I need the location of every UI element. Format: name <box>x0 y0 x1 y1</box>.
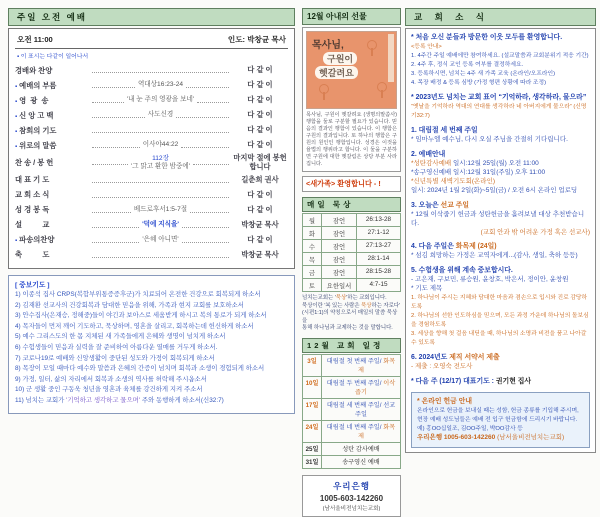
text-segment: 5. 수험생을 위해 계속 중보합시다. <box>411 267 513 275</box>
worship-row <box>15 189 288 202</box>
worship-header: 주일 오전 예배 <box>8 8 295 26</box>
worship-note: ▪ 이 표시는 다같이 일어나서 <box>17 54 89 60</box>
text-segment: 화목제 (24일) <box>455 243 497 251</box>
prayer-item <box>15 344 288 352</box>
news-line <box>411 52 590 61</box>
gift-column <box>302 8 401 517</box>
schedule-event <box>322 456 400 468</box>
schedule-table <box>302 354 401 469</box>
meditation-verse: 27:13-27 <box>365 241 392 249</box>
worship-item-reference: 사도신경 <box>147 111 174 119</box>
news-line <box>411 252 590 261</box>
worship-item-respondent: 다 같 이 <box>247 140 273 150</box>
meditation-row <box>303 253 400 266</box>
news-line <box>411 79 590 88</box>
meditation-book: 잠언 <box>322 214 357 226</box>
schedule-day: 31일 <box>303 456 322 468</box>
text-segment: 대림절 네 번째 주일/ <box>326 424 384 432</box>
meditation-day: 목 <box>303 253 322 265</box>
key-doodle-icon <box>319 84 329 94</box>
worship-item-respondent: 다 같 이 <box>247 95 273 105</box>
text-segment: 제직 서약서 제출 <box>449 354 500 362</box>
meditation-day: 화 <box>303 227 322 239</box>
text-segment: 3. 세상을 향해 첫 걸음 내딛을 때, 하나님의 소명과 비전을 품고 나아갈 수 있도록 <box>411 331 587 347</box>
worship-item-name: 경배와 찬양 <box>15 65 53 75</box>
schedule-row <box>303 377 400 399</box>
dotted-leader <box>92 223 139 228</box>
schedule-row <box>303 355 400 377</box>
news-block <box>411 150 590 196</box>
worship-item-name: ▪ 위로의 말씀 <box>15 140 57 150</box>
schedule-day: 3일 <box>303 355 322 376</box>
text-segment: 선교 주일 <box>440 201 470 209</box>
schedule-event <box>322 443 400 455</box>
meditation-note-line <box>302 310 401 325</box>
text-segment: 일시: 2024년 1월 2일(화)~5일(금) / 오전 6시 온라인 업로딩 <box>411 186 578 194</box>
meditation-book: 잠언 <box>322 240 357 252</box>
text-segment: 8) 목장이 모일 때마다 예수와 말씀과 은혜의 간증이 넘치며 회복과 소생이 경험되게 하소서 <box>15 365 265 373</box>
worship-item-name: 축 도 <box>15 250 50 259</box>
text-segment: 대림절 첫 번째 주일/ <box>326 358 384 366</box>
schedule-event <box>322 355 400 376</box>
news-block <box>411 353 590 372</box>
news-line <box>411 70 590 79</box>
text-segment: 대림절 세 번째 주일/ 선교 주일 <box>326 402 396 419</box>
worship-item-reference: 112장 '그 맑고 환한 밤중에' <box>131 154 190 170</box>
right-page <box>302 8 596 517</box>
text-segment: * 섬김 희망하는 가정은 교역자에게...(감사, 생일, 축하 등등) <box>411 252 578 260</box>
news-line <box>411 93 590 103</box>
news-line <box>411 201 590 211</box>
news-line <box>411 294 590 312</box>
meditation-book: 잠언 <box>322 266 357 278</box>
text-segment: 묵상이란 '복 있는 사람은 <box>302 302 362 309</box>
schedule-day: 10일 <box>303 377 322 398</box>
intercession-title: [ 중보기도 ] <box>15 281 50 289</box>
news-line <box>411 312 590 330</box>
text-segment: * 처음 오신 분들과 방문한 이웃 모두를 환영합니다. <box>411 34 563 41</box>
left-page <box>8 8 295 414</box>
text-segment: '기억하고 생각하고 물으며' <box>66 397 141 405</box>
worship-item-name: ▪ 참회의 기도 <box>15 125 57 135</box>
online-offering-box <box>411 392 590 448</box>
worship-row <box>15 139 288 152</box>
news-line <box>411 377 590 387</box>
intercession-box <box>8 275 295 414</box>
news-block <box>411 266 590 348</box>
worship-row <box>15 154 288 172</box>
worship-item-respondent: 다 같 이 <box>247 125 273 135</box>
prayer-item <box>15 312 288 320</box>
worship-item-reference: '내 눈 주의 영광을 보네' <box>126 96 195 104</box>
worship-time: 오전 11:00 <box>17 35 53 44</box>
dotted-leader <box>92 128 229 133</box>
book-cover-band <box>388 34 394 82</box>
worship-item-respondent: 다 같 이 <box>247 110 273 120</box>
new-family-banner: <새가족> 환영합니다 - ! <box>302 176 401 192</box>
worship-item-name: ▪ 신 앙 고 백 <box>15 110 54 120</box>
worship-row <box>15 79 288 92</box>
worship-order-box <box>8 28 295 269</box>
text-segment: 성탄 감사예배 <box>342 446 380 454</box>
text-segment: (교회 안과 밖 어려운 가정 혹은 선교사) <box>480 228 590 236</box>
prayer-item <box>15 397 288 405</box>
online-offering-line <box>417 434 584 443</box>
text-segment: (시편1:1)의 약칭으로서 매일의 말씀 묵상을 <box>302 310 398 324</box>
news-line <box>411 169 590 178</box>
news-line <box>411 229 590 238</box>
text-segment: * 기도 제목 <box>411 285 443 293</box>
meditation-verse: 4:7-15 <box>369 280 388 288</box>
bank-box <box>302 475 401 517</box>
meditation-verse: 27:1-12 <box>367 228 390 236</box>
dotted-leader <box>92 113 145 118</box>
schedule-row <box>303 399 400 421</box>
worship-item-reference: 이사야44:22 <box>142 141 179 149</box>
text-segment: 넘치는교회는 ' <box>302 295 336 302</box>
worship-item-respondent: 다 같 이 <box>247 65 273 75</box>
news-line <box>411 126 590 136</box>
text-segment: 우리은행 1005-603-142260 <box>417 434 498 442</box>
schedule-event <box>322 399 400 420</box>
news-line <box>411 330 590 348</box>
worship-top-row <box>15 32 288 49</box>
dotted-leader <box>193 160 229 165</box>
news-block <box>411 242 590 261</box>
key-doodle-icon <box>377 82 387 92</box>
meditation-note <box>302 295 401 333</box>
prayer-item <box>15 365 288 373</box>
news-line <box>411 363 590 372</box>
star-icon: ▪ <box>15 128 18 135</box>
book-title-line3: 헷갈려요 <box>315 66 358 79</box>
worship-item-respondent: 박창균 목사 <box>241 249 279 259</box>
text-segment: 1. 4주간 주일 예배에만 참여하세요. (설교말씀과 교회분위기 적응 기간) <box>411 52 589 59</box>
worship-row <box>15 94 288 107</box>
text-segment: *송구영신예배 <box>411 168 452 176</box>
online-offering-line <box>417 397 584 407</box>
text-segment: 2. 예배안내 <box>411 150 446 158</box>
dotted-leader <box>176 113 229 118</box>
text-segment: - 고은재, 구보민, 류승원, 윤창호, 박은서, 정이안, 윤창원 <box>411 276 569 284</box>
schedule-header: 12월 교회 일정 <box>302 338 401 353</box>
meditation-row <box>303 266 400 279</box>
worship-item-name: ▪ 영 광 송 <box>15 95 49 105</box>
worship-item-reference: '덕에 지식을' <box>142 220 179 228</box>
text-segment: 6) 수험생들이 믿음과 실력을 잘 준비하여 아름다운 열매를 거두게 하소서. <box>15 344 218 352</box>
news-line <box>411 103 590 121</box>
worship-item-respondent: 박창균 목사 <box>241 219 279 229</box>
worship-item-reference: '은혜 아니면' <box>142 235 179 243</box>
book-title-line2: 구원이 <box>323 52 357 65</box>
text-segment: * 다음 주 (12/17) 대표기도 : <box>411 378 496 386</box>
news-block <box>411 93 590 121</box>
bank-account-number: 1005-603-142260 <box>319 493 384 503</box>
news-block <box>411 201 590 238</box>
worship-item-respondent: 다 같 이 <box>247 234 273 244</box>
text-segment: 4) 목자들이 먼저 깨어 기도하고, 묵상하며, 영혼을 살리고, 회복하는데 헌신하게 하소서 <box>15 322 254 330</box>
worship-item-respondent: 다 같 이 <box>247 80 273 90</box>
worship-row <box>15 219 288 232</box>
worship-row <box>15 204 288 217</box>
schedule-row <box>303 456 400 469</box>
meditation-verse: 28:15-28 <box>365 267 392 275</box>
text-segment: 3) 안수집사(은재승, 정해중)들이 야긴과 보아스로 세움받게 하시고 복의 통로가 되게 하소서 <box>15 312 267 320</box>
news-line <box>411 276 590 285</box>
text-segment: “옛날을 기억하라 역대의 연대를 생각하라 네 아버지에게 물으라” (신명기32:7) <box>411 103 587 119</box>
text-segment: 11) 넘치는 교회가 <box>15 397 67 405</box>
dotted-leader <box>190 208 229 213</box>
worship-item-respondent: 다 같 이 <box>247 189 273 199</box>
meditation-row <box>303 240 400 253</box>
text-segment: 권기현 집사 <box>495 378 532 386</box>
online-offering-line <box>417 425 584 434</box>
prayer-item <box>15 333 288 341</box>
worship-row <box>15 109 288 122</box>
worship-item-name: 대 표 기 도 <box>15 175 50 184</box>
news-line <box>411 61 590 70</box>
gift-header: 12월 아내의 선물 <box>302 8 401 25</box>
news-line <box>411 33 590 43</box>
key-doodle-icon <box>367 40 377 50</box>
meditation-verse: 28:1-14 <box>367 254 390 262</box>
dotted-leader <box>197 98 229 103</box>
worship-item-name: 찬 송 / 봉 헌 <box>15 157 54 167</box>
dotted-leader <box>92 143 140 148</box>
dotted-leader <box>92 160 128 165</box>
dotted-leader <box>182 223 229 228</box>
text-segment: 송구영신 예배 <box>342 459 380 467</box>
hymn-number: 112장 <box>152 154 169 162</box>
dotted-leader <box>181 143 229 148</box>
church-news-blocks <box>411 33 590 387</box>
church-news-header: 교 회 소 식 <box>405 8 596 26</box>
text-segment: 5) 예수 그리스도의 한 몸 지체된 새 가족들에게 은혜와 생명이 넘치게 하소서 <box>15 333 226 341</box>
book-title-line1: 목사님, <box>312 40 344 51</box>
text-segment: 묵상 <box>361 302 372 309</box>
daily-meditation-table <box>302 213 401 292</box>
news-column <box>405 8 596 517</box>
dotted-leader <box>92 253 229 258</box>
text-segment: 3. 등록하시면, 넘치는 4주 새 가족 교육 (온라인/오프라인) <box>411 70 556 77</box>
news-line <box>411 150 590 160</box>
bank-name: 우리은행 <box>333 480 370 491</box>
schedule-event <box>322 421 400 442</box>
text-segment: 10) 군 생활 중인 구동욱 청년을 영혼과 육체를 강건하게 지켜 주소서 <box>15 386 203 394</box>
meditation-row <box>303 227 400 240</box>
text-segment: 일시:12월 25일(월) 오전 11:00 <box>451 159 539 167</box>
text-segment: 4. 다음 주일은 <box>411 243 456 251</box>
worship-row <box>15 234 288 247</box>
text-segment: 2) 김재환 선교사의 건강회복과 담대한 믿음을 위해, 가족과 현지 교회를 보호하소서 <box>15 301 244 309</box>
worship-row <box>15 124 288 137</box>
text-segment: 4. 목장 배정 & 등록 심방 (가정 형편 상황에 따라 조정) <box>411 79 547 86</box>
worship-item-name: ▪ 예배의 부름 <box>15 80 57 90</box>
schedule-day: 24일 <box>303 421 322 442</box>
worship-item-reference: 역대상16:23-24 <box>137 81 184 89</box>
prayer-item <box>15 323 288 331</box>
news-block <box>411 126 590 145</box>
star-icon: ▪ <box>15 83 18 90</box>
meditation-note-line <box>302 325 401 333</box>
text-segment: “기억하라, 생각하라, 물으라” <box>498 93 587 101</box>
meditation-note-line <box>302 295 401 303</box>
online-offering-line <box>417 407 584 416</box>
text-segment: 온라인으로 헌금을 보내실 때는 성함, 헌금 종류를 기입해 주시며, <box>417 408 579 415</box>
text-segment: - 제출 : 오영숙 전도사 <box>411 363 473 371</box>
intercession-items <box>15 291 288 405</box>
text-segment: 주와 동행하게 하소서(신32:7) <box>140 397 224 405</box>
text-segment: '하는 교회입니다. <box>346 295 387 302</box>
dotted-leader <box>186 83 229 88</box>
meditation-row <box>303 214 400 227</box>
dotted-leader <box>92 238 139 243</box>
book-description: 목사님, 구원이 헷갈려요 (생명의말씀사) 행함을 둘로 구분할 필요가 있습니다. 믿음의 결과인 행함이 있습니다. 이 행함은 구원의 결과입니다. 또 하나의 행함은 구원의 원인인 행함입니다. 성경은 이것을 율법의 행위라고 합니다. 이 둘을 구분하면 구원에 대한 헷갈림은 상당 부분 사라집니다. <box>306 112 397 168</box>
dotted-leader <box>92 208 131 213</box>
meditation-day: 금 <box>303 266 322 278</box>
star-icon: ▪ <box>15 113 18 120</box>
text-segment: 1) 이종석 집사 CRPS(복합부위통증증후군)가 치료되어 온전한 건강으로 회복되게 하소서 <box>15 291 261 299</box>
gift-box <box>302 27 401 172</box>
worship-leader: 인도: 박창균 목사 <box>227 35 286 44</box>
meditation-book: 잠언 <box>322 227 357 239</box>
text-segment: 화목제 <box>358 358 396 375</box>
star-icon: ▪ <box>15 238 18 244</box>
text-segment: 2. 하나님의 선한 인도하심을 믿으며, 모든 과정 가운데 하나님의 돌보심을 경험하도록 <box>411 313 589 329</box>
worship-row <box>15 249 288 262</box>
news-line <box>411 160 590 169</box>
worship-item-reference: 베드로후서1:5-7절 <box>133 205 188 213</box>
meditation-day: 월 <box>303 214 322 226</box>
news-block <box>411 33 590 88</box>
dotted-leader <box>92 68 229 73</box>
schedule-row <box>303 443 400 456</box>
schedule-day: 17일 <box>303 399 322 420</box>
news-line <box>411 242 590 252</box>
prayer-item <box>15 355 288 363</box>
news-line <box>411 178 590 187</box>
text-segment: * 2023년도 넘치는 교회 표어 <box>411 93 499 101</box>
news-line <box>411 43 590 52</box>
meditation-row <box>303 279 400 292</box>
worship-item-respondent: 길춘희 권사 <box>241 174 279 184</box>
dotted-leader <box>92 178 229 183</box>
meditation-book: 요한일서 <box>322 279 357 291</box>
text-segment: *신년특별 새벽기도회(온라인) <box>411 177 496 185</box>
text-segment: *성탄감사예배 <box>411 159 452 167</box>
text-segment: * 12월 이삭줍기 헌금과 성탄헌금을 흘려보낼 대상 추천받습니다. <box>411 210 585 227</box>
news-line <box>411 136 590 145</box>
meditation-day: 토 <box>303 279 322 291</box>
prayer-item <box>15 291 288 299</box>
church-news-box <box>405 28 596 453</box>
worship-item-respondent: 마지막 절에 봉헌합니다 <box>233 153 287 171</box>
text-segment: * 온라인 헌금 안내 <box>417 398 473 406</box>
text-segment: 3. 오늘은 <box>411 201 441 209</box>
text-segment: 6. 2024년도 <box>411 354 450 362</box>
dotted-leader <box>182 238 229 243</box>
prayer-item <box>15 386 288 394</box>
worship-item-name: 성 경 봉 독 <box>15 205 50 214</box>
text-segment: 화목제 <box>358 424 396 441</box>
worship-row <box>15 174 288 187</box>
worship-item-name: 설 교 <box>15 220 50 229</box>
schedule-event <box>322 377 400 398</box>
text-segment: 대림절 두 번째 주일/ <box>326 380 384 388</box>
meditation-day: 수 <box>303 240 322 252</box>
news-line <box>411 266 590 276</box>
text-segment: 7) 코로나19로 예배와 신앙생활이 중단된 성도와 가정이 회복되게 하소서 <box>15 354 215 362</box>
worship-item-respondent: 다 같 이 <box>247 204 273 214</box>
text-segment: 이삭줍기 <box>355 380 396 397</box>
text-segment: 1. 대림절 세 번째 주일 <box>411 126 478 134</box>
worship-item-name: ▪ 파송의찬양 <box>15 235 55 244</box>
text-segment: 9) 가정, 일터, 삶의 자리에서 회복과 소생의 역사를 허락해 주시옵소서 <box>15 375 207 383</box>
schedule-row <box>303 421 400 443</box>
news-line <box>411 285 590 294</box>
meditation-book: 잠언 <box>322 253 357 265</box>
text-segment: * 임마누엘 예수님, 다시 오실 주님을 간절히 기다립니다. <box>411 135 568 143</box>
star-icon: ▪ <box>15 143 18 150</box>
text-segment: 2. 4주 후, 정식 교인 등록 여부를 결정하세요. <box>411 61 524 68</box>
text-segment: <등록 안내> <box>411 43 442 50</box>
worship-row <box>15 64 288 77</box>
text-segment: 통해 하나님과 교제하는 것을 말합니다. <box>302 325 393 332</box>
book-cover-image <box>306 31 397 109</box>
dotted-leader <box>92 98 124 103</box>
dotted-leader <box>92 193 229 198</box>
text-segment: 하는 자로다' <box>371 302 401 309</box>
daily-meditation-header: 매일 묵상 <box>302 197 401 212</box>
text-segment: 1. 하나님이 주시는 지혜와 담대한 마음과 겸손으로 입시와 진로 감당하도록 <box>411 295 588 311</box>
text-segment: 묵상 <box>335 295 347 302</box>
text-segment: 현장 예배 성도님들은 예배 전 입구 헌금함에 드리시기 바랍니다. <box>417 417 578 424</box>
text-segment: 일시:12월 31일(주일) 오후 11:00 <box>451 168 546 176</box>
star-icon: ▪ <box>15 98 18 105</box>
worship-rows <box>15 64 288 262</box>
prayer-item <box>15 302 288 310</box>
meditation-verse: 26:13-28 <box>365 215 392 223</box>
schedule-day: 25일 <box>303 443 322 455</box>
news-line <box>411 211 590 229</box>
news-block <box>411 377 590 387</box>
prayer-item <box>15 376 288 384</box>
bank-account-owner: (남서울비전넘치는교회) <box>322 505 381 512</box>
text-segment: (남서울비전넘치는교회) <box>497 434 565 442</box>
news-line <box>411 187 590 196</box>
dotted-leader <box>92 83 135 88</box>
news-line <box>411 353 590 363</box>
worship-item-name: 교 회 소 식 <box>15 190 50 199</box>
text-segment: 예) 홍OO십일조, 김OO주일, 박OO감사 등 <box>417 426 523 433</box>
